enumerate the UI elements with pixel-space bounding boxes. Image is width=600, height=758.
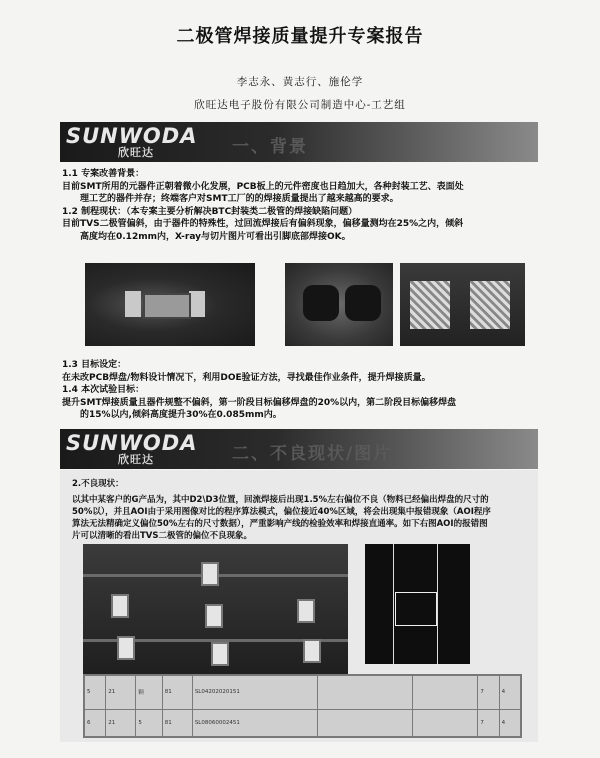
heading-1-1: 1.1 专案改善背景： [62, 169, 145, 179]
heading-1-3: 1.3 目标设定： [62, 360, 127, 370]
para-2b: 50%以），并且AOI由于采用图像对比的程序算法模式，偏位接近40%区域，将会出现集中报错现象（AOI程序 [72, 507, 491, 517]
aoi-error-photo [365, 544, 470, 664]
pcb-offset-photo [83, 544, 348, 674]
section1-banner [60, 122, 538, 162]
heading-1-2: 1.2 制程现状：（本专案主要分析解决BTC封装类二极管的焊接缺陷问题） [62, 206, 358, 217]
table-row: 5 21 颗 81 SL04202020151 7 4 [85, 676, 521, 710]
heading-2: 2.不良现状： [72, 479, 124, 489]
sunwoda-logo-cn: 欣旺达 [118, 146, 154, 159]
para-1-2b: 高度均在0.12mm内，X-ray与切片图片可看出引脚底部焊接OK。 [80, 231, 351, 242]
affiliation: 欣旺达电子股份有限公司制造中心-工艺组 [194, 99, 406, 111]
section2-text [72, 478, 532, 542]
para-2c: 算法无法精确定义偏位50%左右的尺寸数据），严重影响产线的检验效率和焊接直通率。如下右图AOI的报错图 [72, 519, 488, 529]
section1-text-top [62, 168, 542, 243]
para-2d: 片可以清晰的看出TVS二极管的偏位不良现象。 [72, 531, 253, 541]
authors: 李志永、黄志行、施伦学 [236, 76, 364, 88]
aoi-data-table [83, 674, 522, 738]
section1-text-bottom [62, 359, 542, 422]
cross-section-photo [400, 263, 525, 346]
para-2a: 以其中某客户的G产品为，其中D2\D3位置，回流焊接后出现1.5%左右偏位不良（物料已经偏出焊盘的尺寸的 [72, 495, 489, 505]
heading-1-4: 1.4 本次试验目标： [62, 385, 145, 395]
sunwoda-logo-cn: 欣旺达 [118, 453, 154, 466]
sunwoda-logo: SUNWODA [66, 431, 198, 455]
para-1-1b: 理工艺的器件并存；终端客户对SMT工厂的的焊接质量提出了越来越高的要求。 [80, 194, 399, 204]
para-1-1a: 目前SMT所用的元器件正朝着微小化发展，PCB板上的元件密度也日趋加大，各种封装工艺、表面处 [62, 181, 464, 192]
report-title: 二极管焊接质量提升专案报告 [176, 26, 424, 47]
xray-photo [285, 263, 393, 346]
para-1-4b: 的15%以内,倾斜高度提升30%在0.085mm内。 [80, 410, 282, 420]
para-1-4a: 提升SMT焊接质量且器件规整不偏斜，第一阶段目标偏移焊盘的20%以内，第二阶段目标偏移焊盘 [62, 397, 457, 408]
section1-title: 一、背景 [232, 137, 308, 157]
table-row: 6 21 5 81 SL08060002451 7 4 [85, 709, 521, 736]
component-photo [85, 263, 255, 346]
para-1-3: 在未改PCB焊盘/物料设计情况下，利用DOE验证方法，寻找最佳作业条件，提升焊接质量。 [62, 372, 431, 383]
para-1-2a: 目前TVS二极管偏斜，由于器件的特殊性，过回流焊接后有偏斜现象，偏移量测均在25%之内，倾斜 [62, 219, 464, 229]
sunwoda-logo: SUNWODA [66, 124, 198, 148]
section2-title: 二、不良现状/图片 [232, 444, 393, 464]
section2-banner [60, 429, 538, 469]
